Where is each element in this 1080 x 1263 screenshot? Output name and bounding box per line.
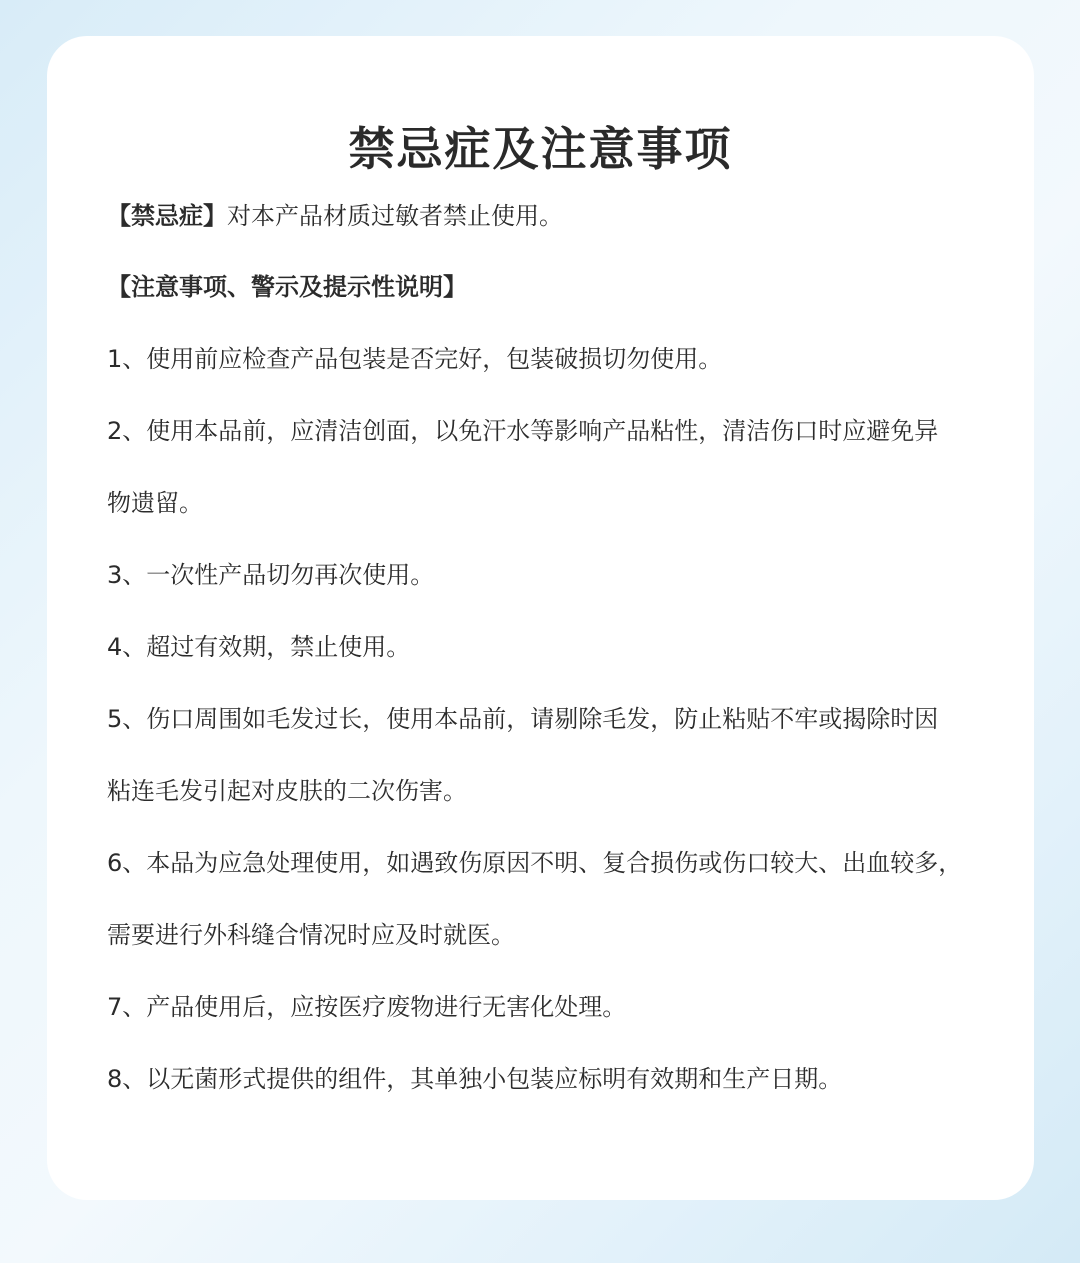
precaution-item-1: 1、使用前应检查产品包装是否完好，包装破损切勿使用。 <box>107 345 723 373</box>
contraindication-label: 【禁忌症】 <box>107 202 227 230</box>
precaution-item-6-line-2: 需要进行外科缝合情况时应及时就医。 <box>107 921 515 949</box>
precautions-heading: 【注意事项、警示及提示性说明】 <box>107 273 467 301</box>
contraindication-text: 对本产品材质过敏者禁止使用。 <box>227 202 563 230</box>
precaution-item-2-line-2: 物遗留。 <box>107 489 203 517</box>
precaution-item-5-line-1: 5、伤口周围如毛发过长，使用本品前，请剔除毛发，防止粘贴不牢或揭除时因 <box>107 705 939 733</box>
precaution-item-7: 7、产品使用后，应按医疗废物进行无害化处理。 <box>107 993 627 1021</box>
precaution-item-5-line-2: 粘连毛发引起对皮肤的二次伤害。 <box>107 777 467 805</box>
content-card <box>47 36 1034 1200</box>
precaution-item-6-line-1: 6、本品为应急处理使用，如遇致伤原因不明、复合损伤或伤口较大、出血较多， <box>107 849 963 877</box>
precaution-item-2-line-1: 2、使用本品前，应清洁创面，以免汗水等影响产品粘性，清洁伤口时应避免异 <box>107 417 939 445</box>
page-title: 禁忌症及注意事项 <box>348 122 733 176</box>
precaution-item-4: 4、超过有效期，禁止使用。 <box>107 633 411 661</box>
contraindication-line <box>107 204 563 228</box>
precaution-item-8: 8、以无菌形式提供的组件，其单独小包装应标明有效期和生产日期。 <box>107 1065 843 1093</box>
precaution-item-3: 3、一次性产品切勿再次使用。 <box>107 561 435 589</box>
